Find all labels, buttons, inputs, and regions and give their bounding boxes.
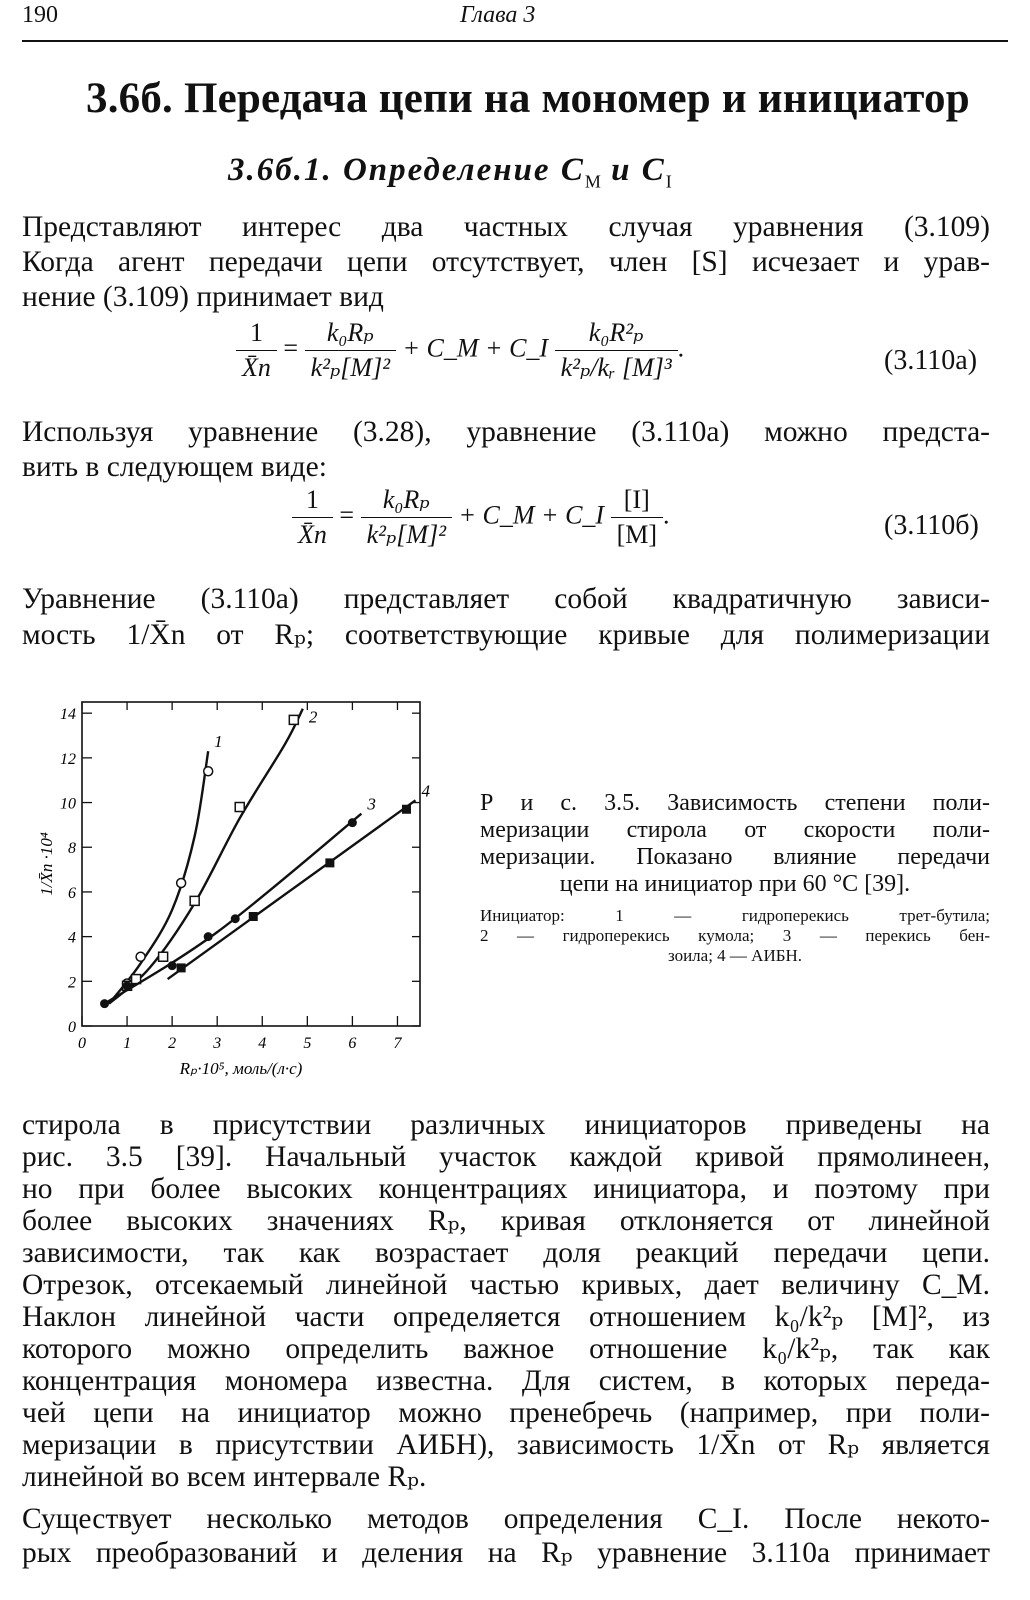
equation-3-110b: $\frac{1}{X̄n}$ = $\frac{\text{k₀Rₚ}}{\text{k²ₚ[M]²}}$ + C_M + C_I $\frac{[I]}{[M]}$ . (292, 485, 670, 550)
y-tick-label: 14 (60, 706, 76, 724)
paragraph-1-line-2: Когда агент передачи цепи отсутствует, член [S] исчезает и урав- (22, 246, 990, 278)
paragraph-4-line-7: Наклон линейной части определяется отношением k₀/k²ₚ [M]², из (22, 1301, 990, 1333)
caption-line: Р и с. 3.5. Зависимость степени поли- (480, 790, 990, 816)
paragraph-4-line-12: линейной во всем интервале Rₚ. (22, 1461, 427, 1493)
paragraph-4-line-11: меризации в присутствии АИБН), зависимость 1/X̄n от Rₚ является (22, 1429, 990, 1461)
legend-line: 2 — гидроперекись кумола; 3 — перекись бен- (480, 926, 990, 945)
equation-3-110a: $\frac{1}{X̄n}$ = $\frac{\text{k₀Rₚ}}{\text{k²ₚ[M]²}}$ + C_M + C_I $\frac{\text{k₀R²ₚ}}{\text{k²ₚ/kᵣ [M]³}}$ . (236, 318, 684, 383)
series-2-point (159, 952, 168, 961)
series-3-point (204, 932, 213, 941)
paragraph-3-line-1: Уравнение (3.110а) представляет собой квадратичную зависи- (22, 583, 990, 615)
y-tick-label: 8 (68, 840, 76, 858)
y-axis-label: 1/X̄n ·10⁴ (37, 832, 56, 896)
series-4-point (402, 805, 411, 814)
paragraph-4-line-9: концентрация мономера известна. Для систем, в которых переда- (22, 1365, 990, 1397)
figure-legend (480, 906, 990, 966)
series-2-point (190, 896, 199, 905)
x-tick-label: 0 (78, 1035, 86, 1052)
series-3-point (123, 981, 132, 990)
page-number: 190 (22, 2, 58, 28)
legend-line: зоила; 4 — АИБН. (667, 946, 803, 965)
series-1-point (136, 952, 145, 961)
series-2-point (289, 715, 298, 724)
paragraph-4-line-5: зависимости, так как возрастает доля реакций передачи цепи. (22, 1237, 990, 1269)
paragraph-4-line-10: чей цепи на инициатор можно пренебречь (например, при поли- (22, 1397, 990, 1429)
series-3-label: 3 (367, 794, 376, 814)
y-tick-label: 0 (68, 1019, 76, 1036)
x-tick-label: 2 (168, 1035, 177, 1052)
chapter-title: Глава 3 (460, 2, 536, 28)
figure-caption (480, 790, 990, 898)
series-3-point (100, 999, 109, 1008)
series-1-point (204, 767, 213, 776)
x-tick-label: 4 (258, 1035, 267, 1052)
y-tick-label: 12 (60, 750, 76, 768)
paragraph-5-line-1: Существует несколько методов определения C_I. После некото- (22, 1503, 990, 1535)
x-tick-label: 5 (303, 1035, 312, 1052)
equation-number-b: (3.110б) (884, 510, 979, 541)
paragraph-5-line-2: рых преобразований и деления на Rₚ уравнение 3.110а принимает (22, 1537, 990, 1569)
y-tick-label: 4 (68, 929, 76, 947)
caption-line: цепи на инициатор при 60 °С [39]. (559, 871, 911, 897)
series-4-curve (168, 800, 416, 979)
series-1-point (177, 878, 186, 887)
series-4-label: 4 (421, 781, 430, 801)
series-2-point (235, 803, 244, 812)
paragraph-4-line-6: Отрезок, отсекаемый линейной частью кривых, дает величину C_M. (22, 1269, 990, 1301)
series-3-point (231, 914, 240, 923)
x-tick-label: 6 (348, 1035, 357, 1052)
series-3-point (348, 818, 357, 827)
equation-number-a: (3.110а) (884, 345, 978, 376)
series-3-point (168, 961, 177, 970)
x-tick-label: 3 (213, 1035, 222, 1052)
y-tick-label: 2 (68, 974, 76, 992)
x-axis-label: Rₚ·10⁵, моль/(л·с) (179, 1059, 303, 1078)
series-4-point (177, 963, 186, 972)
series-4-point (325, 858, 334, 867)
y-tick-label: 10 (60, 795, 76, 813)
series-1-curve (109, 751, 208, 1003)
section-title: 3.6б. Передача цепи на мономер и инициатор (86, 75, 970, 122)
paragraph-4-line-3: но при более высоких концентрациях инициатора, и поэтому при (22, 1173, 990, 1205)
x-tick-label: 7 (393, 1035, 402, 1052)
y-tick-label: 6 (68, 884, 76, 902)
paragraph-1-line-3: нение (3.109) принимает вид (22, 281, 384, 313)
running-head (22, 0, 1008, 42)
paragraph-4-line-2: рис. 3.5 [39]. Начальный участок каждой кривой прямолинеен, (22, 1141, 990, 1173)
legend-line: Инициатор: 1 — гидроперекись трет-бутила; (480, 906, 990, 925)
caption-line: меризации. Показано влияние передачи (480, 844, 990, 870)
series-1-label: 1 (214, 732, 223, 752)
paragraph-4-line-1: стирола в присутствии различных инициаторов приведены на (22, 1109, 990, 1141)
series-2-label: 2 (308, 707, 318, 727)
paragraph-4-line-8: которого можно определить важное отношение k₀/k²ₚ, так как (22, 1333, 990, 1365)
paragraph-2-line-1: Используя уравнение (3.28), уравнение (3.110а) можно предста- (22, 416, 990, 448)
figure-3-5-chart (37, 680, 450, 1080)
caption-line: меризации стирола от скорости поли- (480, 817, 990, 843)
subsection-title: 3.6б.1. Определение $C_M$ и $C_I$ (228, 152, 672, 192)
paragraph-4-line-4: более высоких значениях Rₚ, кривая отклоняется от линейной (22, 1205, 990, 1237)
paragraph-1-line-1: Представляют интерес два частных случая уравнения (3.109) (22, 211, 990, 243)
x-tick-label: 1 (123, 1035, 132, 1052)
series-4-point (249, 912, 258, 921)
paragraph-3-line-2: мость 1/X̄n от Rₚ; соответствующие кривые для полимеризации (22, 619, 990, 651)
paragraph-2-line-2: вить в следующем виде: (22, 451, 327, 483)
